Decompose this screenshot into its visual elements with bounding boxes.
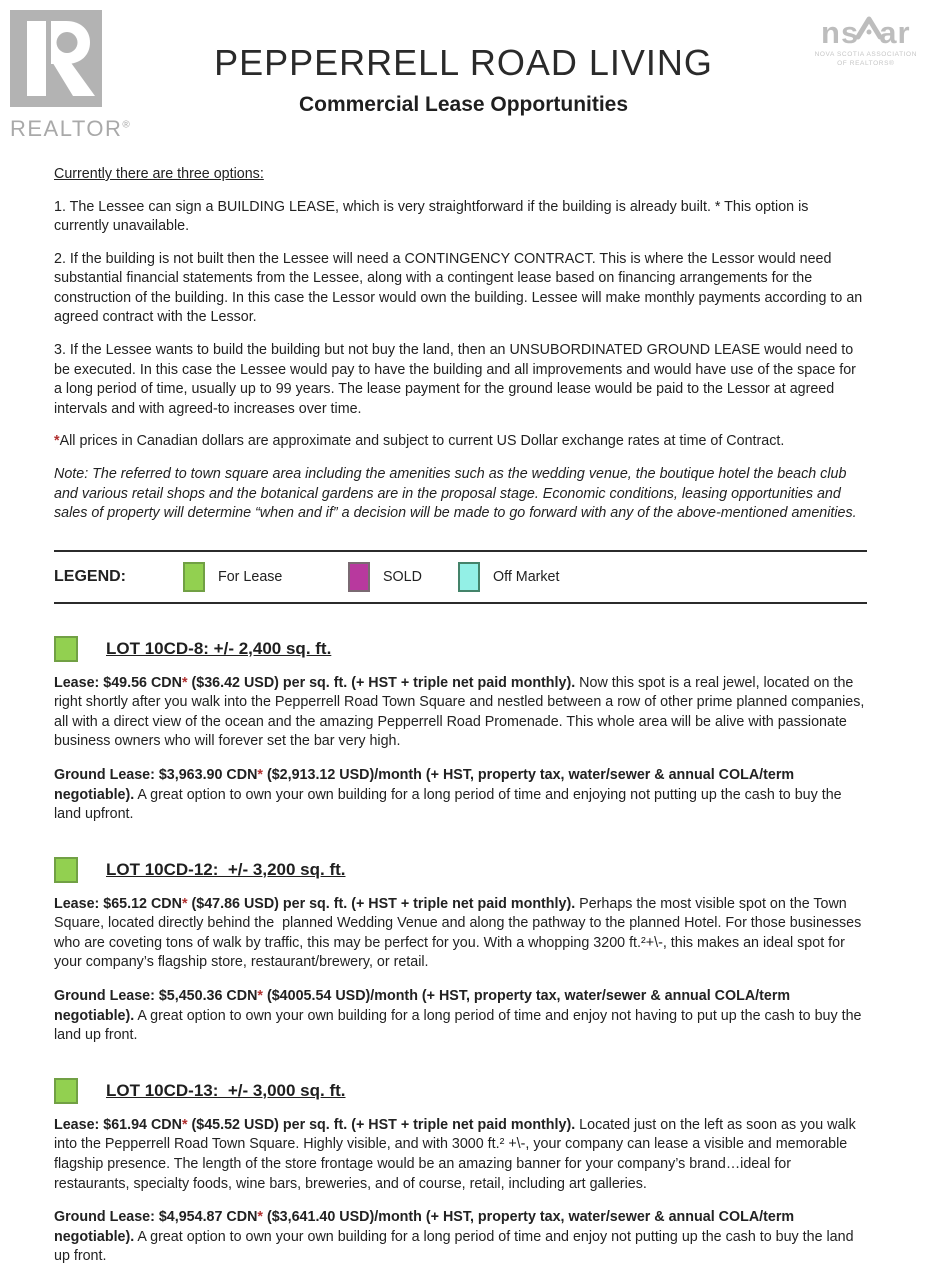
- ground-description: A great option to own your own building for a long period of time and enjoy not having to put up the cash to buy the land up front.: [54, 1007, 866, 1044]
- price-note-text: All prices in Canadian dollars are approximate and subject to current US Dollar exchange rates at time of Contract.: [59, 433, 785, 450]
- red-asterisk: *: [257, 1209, 263, 1226]
- red-asterisk: *: [257, 766, 263, 783]
- lot-header: [54, 857, 867, 883]
- ground-lease-paragraph: [54, 987, 867, 1046]
- legend-divider-bottom: [54, 602, 867, 604]
- off-market-label: Off Market: [493, 568, 560, 585]
- for-lease-status-square: [54, 857, 78, 883]
- option-paragraph-2: 2. If the building is not built then the Lessee will need a CONTINGENCY CONTRACT. This is where the Lessor would need substantial financial statements from the Lessee, along with a contingent lease based on financing arrangements for the construction of the building. In this case the Lessor would own the building. Lessee will make monthly payments according to an agreed contract with the Lessor.: [54, 250, 867, 326]
- document-body: [0, 165, 927, 1267]
- intro-heading: Currently there are three options:: [54, 166, 264, 182]
- ground-description: A great option to own your own building for a long period of time and enjoying not putting up the cash to buy the land upfront.: [54, 786, 846, 823]
- lease-terms-bold: ($45.52 USD) per sq. ft. (+ HST + triple net paid monthly).: [187, 1116, 576, 1133]
- nsar-sub-line-2: OF REALTORS®: [837, 59, 895, 67]
- lease-description: Located just on the left as soon as you walk into the Pepperrell Road Town Square. Highly visible, and with 3000 ft.² +\-, your company can lease a visible and memorable flagship presence. The length of the store frontage would be an amazing banner for your company’s brand…ideal for restaurants, specialty foods, wine bars, breweries, and of course, retail, including art galleries.: [54, 1116, 860, 1192]
- lot-header: [54, 1078, 867, 1104]
- nsar-logo-text: [815, 14, 917, 51]
- ground-lease-paragraph: [54, 1208, 867, 1267]
- for-lease-status-square: [54, 636, 78, 662]
- for-lease-status-square: [54, 1078, 78, 1104]
- lease-description: Now this spot is a real jewel, located on the right shortly after you walk into the Pepperrell Road Town Square and nestled between a row of other prime planned companies, all with a direct view of the ocean and the amazing Pepperrell Road Promenade. This whole area will be alive with passionate business owners who will forever set the bar very high.: [54, 674, 869, 750]
- red-asterisk: *: [181, 674, 188, 691]
- sold-swatch: [348, 562, 370, 592]
- red-asterisk: *: [181, 895, 188, 912]
- ground-lease-paragraph: [54, 766, 867, 825]
- nsar-ns: ns: [821, 15, 860, 51]
- page-subtitle: Commercial Lease Opportunities: [298, 93, 629, 116]
- lot-title: LOT 10CD-8: +/- 2,400 sq. ft.: [106, 638, 332, 658]
- nsar-logo: [815, 14, 917, 69]
- for-lease-label: For Lease: [218, 568, 283, 585]
- lease-paragraph: [54, 674, 867, 752]
- lease-description: Perhaps the most visible spot on the Town Square, located directly behind the planned Wedding Venue and along the pathway to the planned Hotel. For those businesses who are coveting tons of walk by traffic, this may be perfect for you. With a whopping 3200 ft.²+\-, this makes an ideal spot for your company’s flagship store, restaurant/brewery, or retail.: [54, 895, 866, 971]
- lease-price-bold: Lease: $49.56 CDN: [54, 674, 182, 691]
- option-paragraph-1: 1. The Lessee can sign a BUILDING LEASE, which is very straightforward if the building is already built. * This option is currently unavailable.: [54, 198, 813, 235]
- nsar-sub-line-1: NOVA SCOTIA ASSOCIATION: [814, 51, 917, 58]
- ground-terms-bold: ($4005.54 USD)/month (+ HST, property tax, water/sewer & annual COLA/term negotiable).: [54, 988, 795, 1024]
- lease-terms-bold: ($36.42 USD) per sq. ft. (+ HST + triple net paid monthly).: [187, 674, 576, 691]
- nsar-ar: ar: [879, 15, 911, 51]
- lease-terms-bold: ($47.86 USD) per sq. ft. (+ HST + triple net paid monthly).: [187, 895, 576, 912]
- red-asterisk: *: [54, 433, 60, 450]
- legend-item-for-lease: [183, 562, 348, 592]
- lot-header: [54, 636, 867, 662]
- realtor-logo-text: [10, 116, 140, 142]
- realtor-word: REALTOR: [10, 116, 123, 141]
- lot-section-10cd-8: [54, 636, 867, 825]
- lease-paragraph: [54, 895, 867, 973]
- ground-description: A great option to own your own building for a long period of time and enjoy not putting up the cash to buy the land up front.: [54, 1228, 858, 1265]
- lot-section-10cd-12: [54, 857, 867, 1046]
- legend-item-sold: [348, 562, 458, 592]
- ground-terms-bold: ($3,641.40 USD)/month (+ HST, property tax, water/sewer & annual COLA/term negotiable).: [54, 1209, 799, 1245]
- proposal-stage-note: Note: The referred to town square area including the amenities such as the wedding venue, the boutique hotel the beach club and various retail shops and the botanical gardens are in the proposal stage. Economic conditions, leasing opportunities and sales of property will determine “when and if” a decision will be made to go forward with any of the above-mentioned amenities.: [54, 465, 857, 522]
- sold-label: SOLD: [383, 568, 422, 585]
- header: [0, 0, 927, 152]
- ground-price-bold: Ground Lease: $3,963.90 CDN: [54, 766, 258, 783]
- legend-item-off-market: [458, 562, 559, 592]
- option-paragraph-3: 3. If the Lessee wants to build the building but not buy the land, then an UNSUBORDINATED GROUND LEASE would need to be executed. In this case the Lessee would pay to have the building and all improvements and would have use of the space for a long period of time, usually up to 99 years. The lease payment for the ground lease would be paid to the Lessor at agreed intervals and with agreed-to increases over time.: [54, 342, 860, 417]
- ground-price-bold: Ground Lease: $5,450.36 CDN: [54, 988, 258, 1005]
- nsar-association-text: [815, 51, 917, 69]
- lot-section-10cd-13: [54, 1078, 867, 1267]
- ground-price-bold: Ground Lease: $4,954.87 CDN: [54, 1209, 258, 1226]
- lease-price-bold: Lease: $61.94 CDN: [54, 1116, 182, 1133]
- registered-mark: ®: [122, 119, 130, 131]
- legend-label: LEGEND:: [54, 567, 126, 585]
- off-market-swatch: [458, 562, 480, 592]
- red-asterisk: *: [181, 1116, 188, 1133]
- lot-title: LOT 10CD-13: +/- 3,000 sq. ft.: [106, 1080, 346, 1100]
- price-note: [54, 432, 867, 452]
- lease-paragraph: [54, 1116, 867, 1194]
- ground-terms-bold: ($2,913.12 USD)/month (+ HST, property tax, water/sewer & annual COLA/term negotiable).: [54, 766, 799, 803]
- for-lease-swatch: [183, 562, 205, 592]
- lease-price-bold: Lease: $65.12 CDN: [54, 895, 182, 912]
- red-asterisk: *: [257, 988, 263, 1005]
- lot-title: LOT 10CD-12: +/- 3,200 sq. ft.: [106, 859, 346, 879]
- page-title: PEPPERRELL ROAD LIVING: [214, 42, 713, 83]
- legend: [54, 552, 867, 602]
